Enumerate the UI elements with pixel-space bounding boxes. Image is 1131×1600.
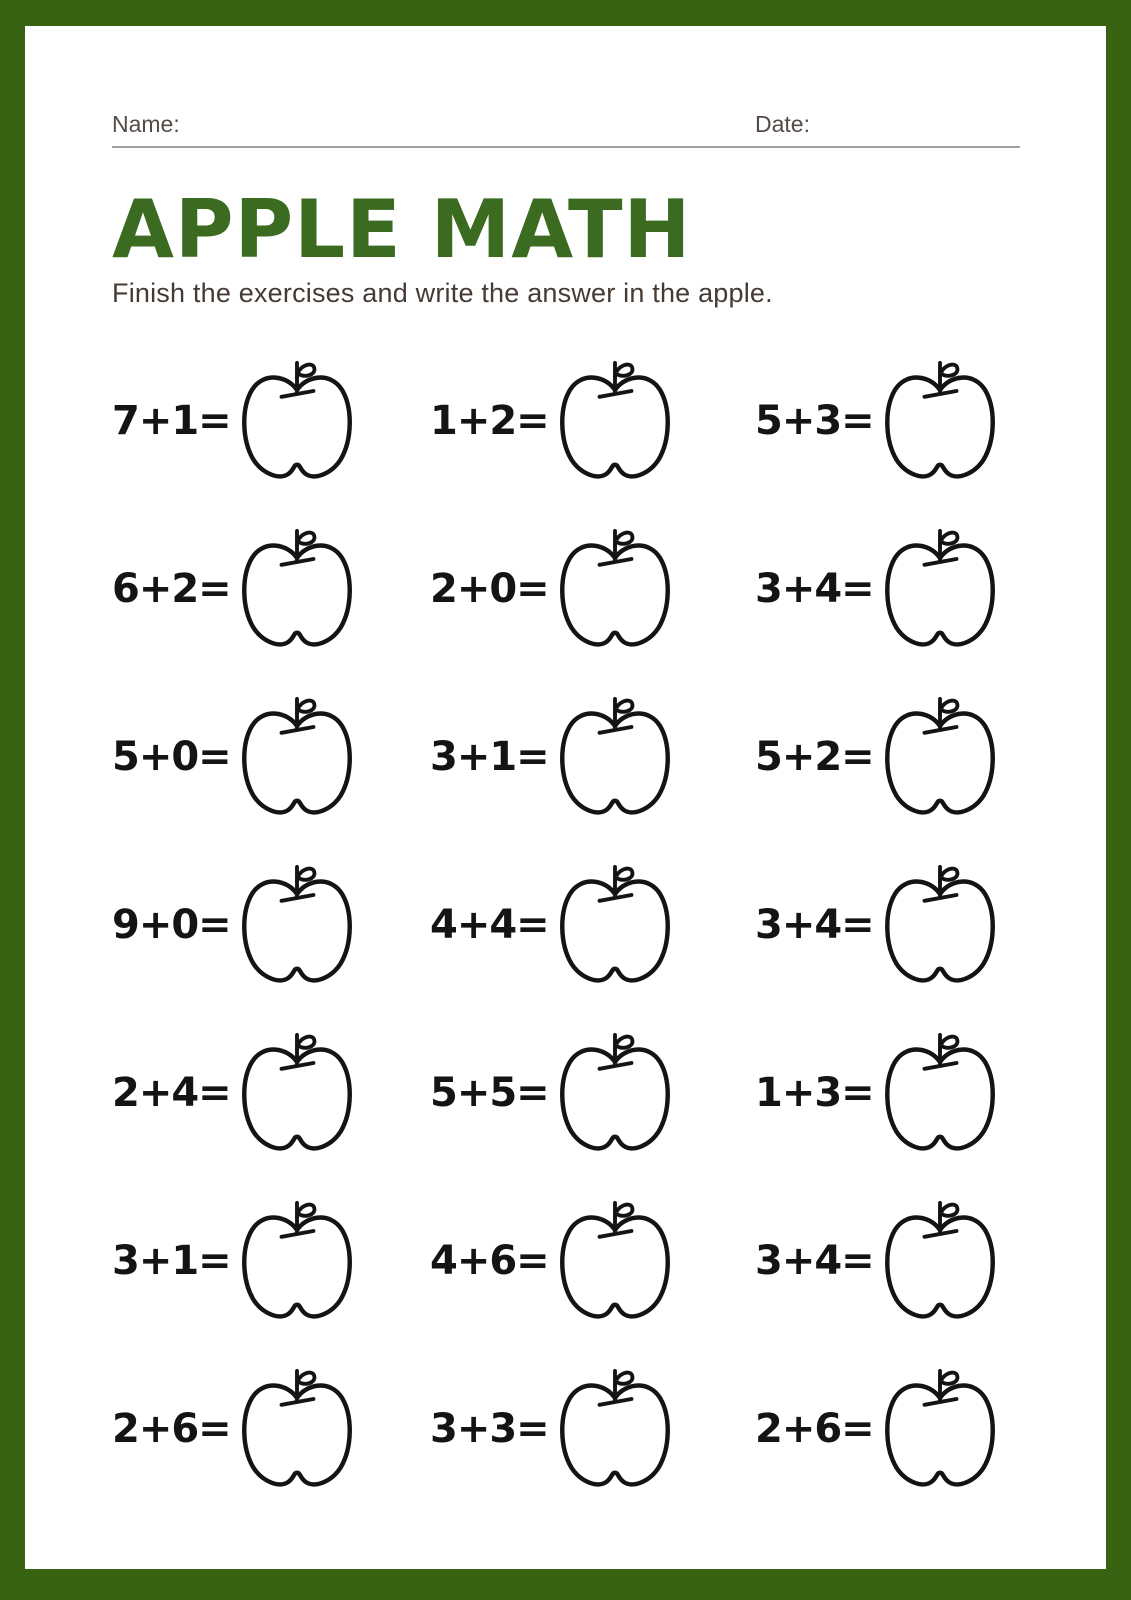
problem-text: 2+6= [112,1406,231,1452]
problem-text: 4+6= [430,1238,549,1284]
apple-outline-icon[interactable] [556,1197,674,1325]
problem-text: 2+6= [755,1406,874,1452]
problem-text: 9+0= [112,902,231,948]
problem-cell [430,1177,755,1345]
problem-text: 3+4= [755,566,874,612]
problem-cell [430,673,755,841]
date-label: Date: [755,111,810,137]
apple-outline-icon[interactable] [881,357,999,485]
problem-cell [430,337,755,505]
problem-text: 2+0= [430,566,549,612]
apple-outline-icon[interactable] [238,1029,356,1157]
apple-outline-icon[interactable] [238,525,356,653]
problem-cell [112,1345,430,1513]
page-title: APPLE MATH [112,183,692,276]
problem-text: 5+0= [112,734,231,780]
problem-text: 4+4= [430,902,549,948]
name-label: Name: [112,111,180,137]
date-blank-line[interactable] [822,106,1017,146]
problem-cell [755,337,1020,505]
problem-text: 5+5= [430,1070,549,1116]
problem-text: 3+4= [755,902,874,948]
problem-cell [755,1009,1020,1177]
problem-text: 5+2= [755,734,874,780]
apple-outline-icon[interactable] [556,1029,674,1157]
instructions-text: Finish the exercises and write the answer in the apple. [112,278,773,308]
problem-cell [755,1177,1020,1345]
problem-text: 2+4= [112,1070,231,1116]
problem-text: 7+1= [112,398,231,444]
apple-outline-icon[interactable] [238,1365,356,1493]
problem-cell [112,505,430,673]
apple-outline-icon[interactable] [556,861,674,989]
problem-text: 6+2= [112,566,231,612]
apple-outline-icon[interactable] [556,693,674,821]
apple-outline-icon[interactable] [238,693,356,821]
apple-outline-icon[interactable] [881,861,999,989]
problem-cell [430,841,755,1009]
problem-cell [112,1177,430,1345]
problem-text: 1+2= [430,398,549,444]
apple-outline-icon[interactable] [881,525,999,653]
problem-text: 3+1= [430,734,549,780]
problem-cell [430,1345,755,1513]
problem-cell [112,1009,430,1177]
worksheet-page [25,26,1106,1569]
problem-cell [112,673,430,841]
problem-cell [755,505,1020,673]
apple-outline-icon[interactable] [556,1365,674,1493]
problems-grid [112,337,1020,1513]
problem-text: 3+1= [112,1238,231,1284]
problem-text: 1+3= [755,1070,874,1116]
name-date-row [112,90,1020,148]
problem-cell [755,1345,1020,1513]
apple-outline-icon[interactable] [881,1365,999,1493]
apple-outline-icon[interactable] [881,693,999,821]
problem-cell [112,337,430,505]
apple-outline-icon[interactable] [881,1029,999,1157]
apple-outline-icon[interactable] [238,357,356,485]
apple-outline-icon[interactable] [556,525,674,653]
apple-outline-icon[interactable] [238,1197,356,1325]
apple-outline-icon[interactable] [238,861,356,989]
problem-cell [430,1009,755,1177]
problem-text: 3+4= [755,1238,874,1284]
apple-outline-icon[interactable] [881,1197,999,1325]
problem-cell [755,841,1020,1009]
problem-text: 3+3= [430,1406,549,1452]
problem-text: 5+3= [755,398,874,444]
problem-cell [112,841,430,1009]
apple-outline-icon[interactable] [556,357,674,485]
problem-cell [755,673,1020,841]
name-blank-line[interactable] [192,106,732,146]
problem-cell [430,505,755,673]
